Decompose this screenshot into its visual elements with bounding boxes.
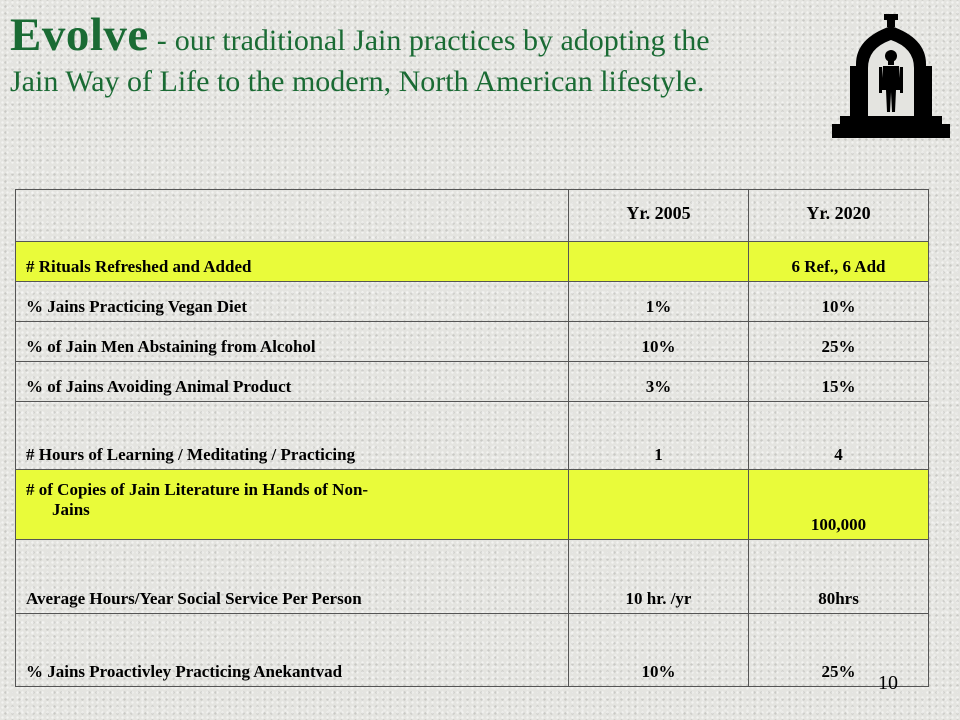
row-label: # Hours of Learning / Meditating / Practicing [16, 402, 569, 470]
table-header-row [16, 190, 929, 242]
table-row [16, 322, 929, 362]
row-value-2020: 25% [749, 322, 929, 362]
row-label: Average Hours/Year Social Service Per Person [16, 540, 569, 614]
row-label: % of Jains Avoiding Animal Product [16, 362, 569, 402]
table-row [16, 242, 929, 282]
title-dash: - [156, 24, 167, 57]
row-value-2020: 10% [749, 282, 929, 322]
row-label [16, 470, 569, 540]
header-cell-label [16, 190, 569, 242]
row-value-2005: 1% [569, 282, 749, 322]
jain-tirthankara-statue-icon [826, 12, 956, 142]
row-label-line-2: Jains [52, 500, 90, 519]
header-cell-2020: Yr. 2020 [749, 190, 929, 242]
row-label: % of Jain Men Abstaining from Alcohol [16, 322, 569, 362]
row-value-2020: 25% [749, 614, 929, 687]
row-value-2005 [569, 470, 749, 540]
row-value-2020: 6 Ref., 6 Add [749, 242, 929, 282]
row-value-2020: 15% [749, 362, 929, 402]
row-label: # Rituals Refreshed and Added [16, 242, 569, 282]
title-line-1-rest: our traditional Jain practices by adopting the [174, 24, 710, 57]
row-label-line-1: # of Copies of Jain Literature in Hands of Non- [26, 480, 369, 499]
row-value-2020: 4 [749, 402, 929, 470]
table-row [16, 282, 929, 322]
title-line-1 [10, 9, 830, 61]
row-label: % Jains Practicing Vegan Diet [16, 282, 569, 322]
row-value-2005: 10% [569, 322, 749, 362]
table-row [16, 362, 929, 402]
row-value-2020: 100,000 [749, 470, 929, 540]
table-row [16, 540, 929, 614]
row-label: % Jains Proactivley Practicing Anekantvad [16, 614, 569, 687]
header-cell-2005: Yr. 2005 [569, 190, 749, 242]
row-value-2005: 10 hr. /yr [569, 540, 749, 614]
title-keyword: Evolve [10, 9, 149, 61]
row-value-2005 [569, 242, 749, 282]
row-value-2020: 80hrs [749, 540, 929, 614]
slide-title [10, 9, 830, 98]
row-value-2005: 1 [569, 402, 749, 470]
row-value-2005: 3% [569, 362, 749, 402]
table-row [16, 402, 929, 470]
page-number: 10 [878, 672, 898, 694]
title-line-2: Jain Way of Life to the modern, North American lifestyle. [10, 65, 705, 98]
table-row [16, 470, 929, 540]
table-row [16, 614, 929, 687]
goals-table [15, 189, 929, 687]
row-value-2005: 10% [569, 614, 749, 687]
